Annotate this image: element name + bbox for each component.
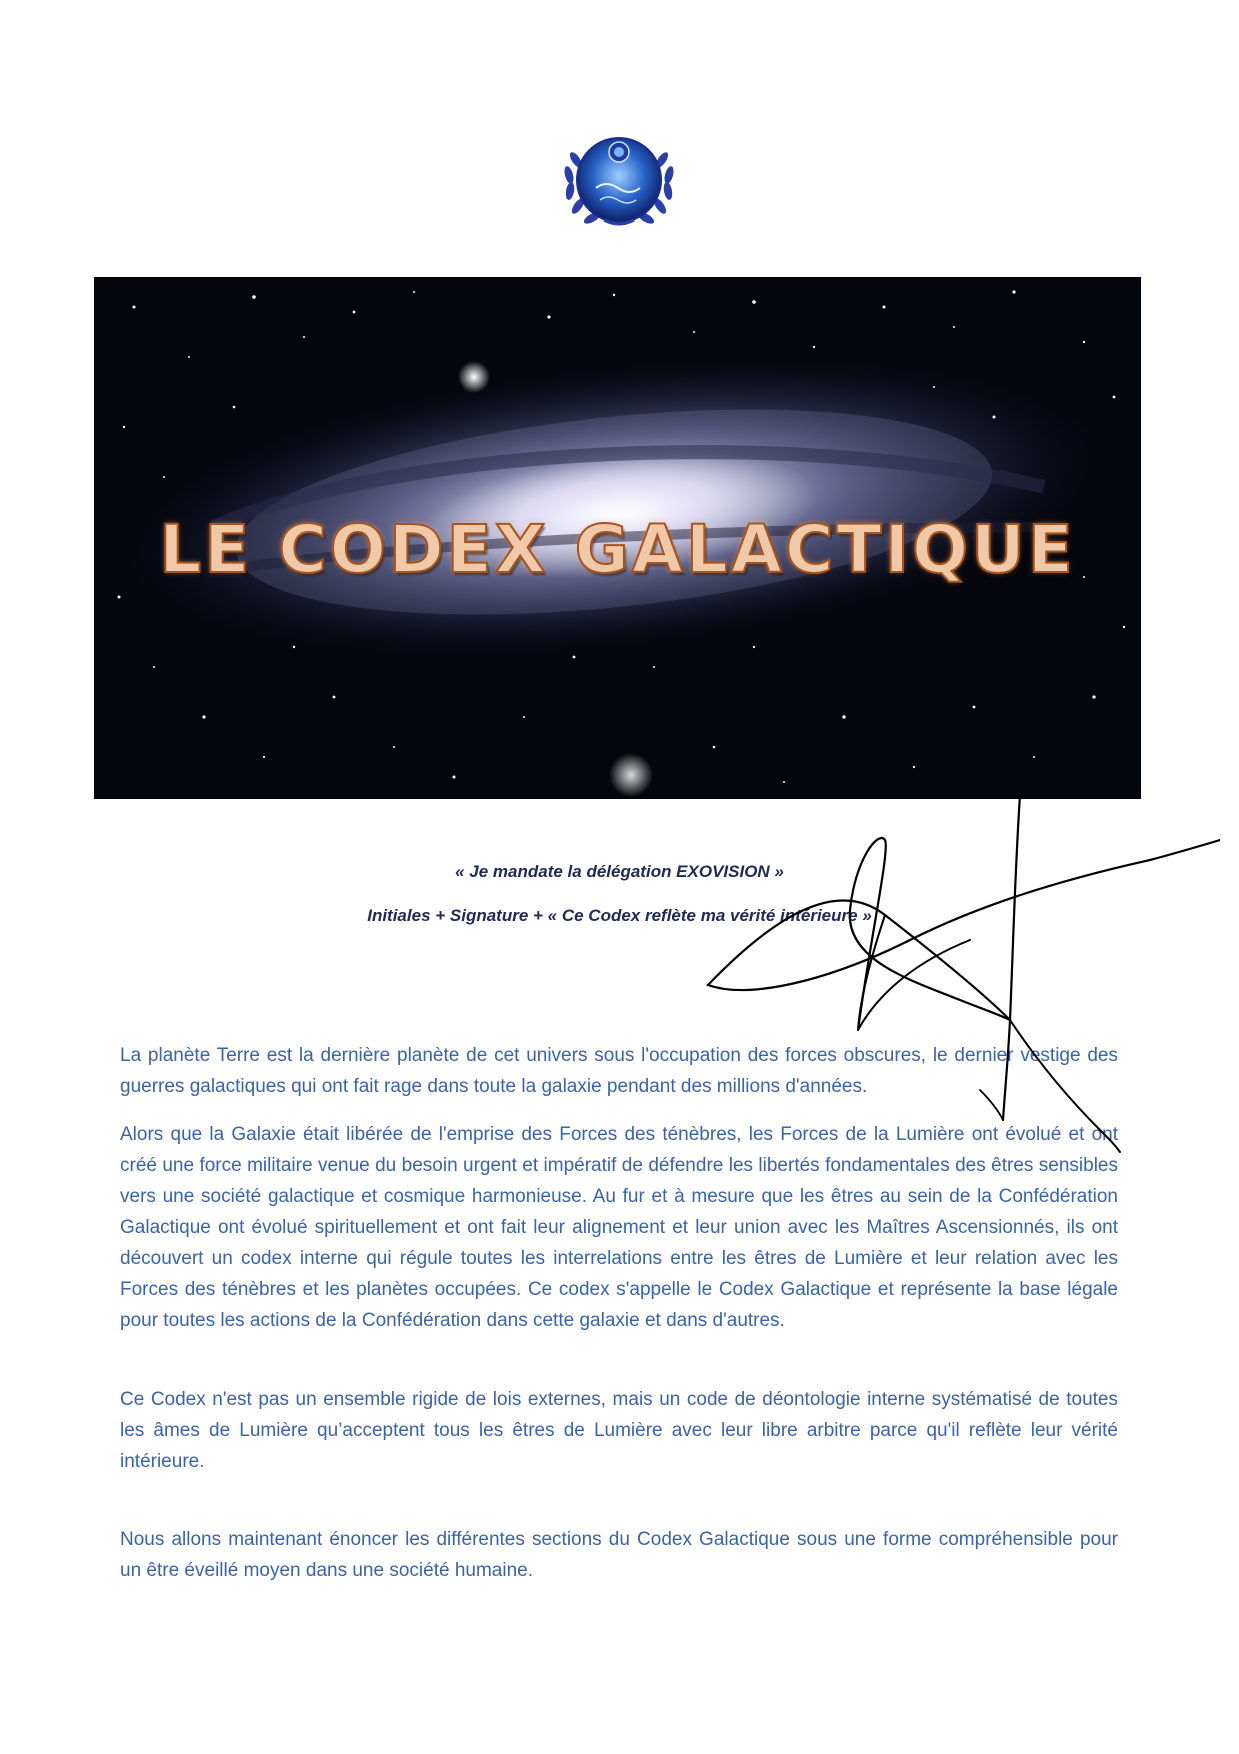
emblem-logo: [556, 130, 682, 232]
mandate-line: « Je mandate la délégation EXOVISION »: [455, 862, 784, 881]
galaxy-banner-image: [94, 277, 1141, 799]
paragraph-intro: La planète Terre est la dernière planète de cet univers sous l'occupation des forces obscures, le dernier vestige des guerres galactiques qui ont fait rage dans toute la galaxie pendant des millions d'années.: [120, 1045, 1118, 1097]
handwritten-signature: [680, 790, 1220, 1170]
paragraph-sections-intro: Nous allons maintenant énoncer les différentes sections du Codex Galactique sous une forme compréhensible pour un être éveillé moyen dans une société humaine.: [120, 1529, 1118, 1581]
banner-title: LE CODEX GALACTIQUE: [159, 511, 1076, 588]
signature-instruction-line: Initiales + Signature + « Ce Codex reflète ma vérité intérieure »: [367, 906, 872, 925]
paragraph-codex-definition: Ce Codex n'est pas un ensemble rigide de lois externes, mais un code de déontologie interne systématisé de toutes les âmes de Lumière qu’acceptent tous les êtres de Lumière avec leur libre arbitre parce qu'il reflète leur vérité intérieure.: [120, 1389, 1118, 1472]
paragraph-confederation: Alors que la Galaxie était libérée de l'emprise des Forces des ténèbres, les Forces de la Lumière ont évolué et ont créé une force militaire venue du besoin urgent et impératif de défendre les libertés fondamentales des êtres sensibles vers une société galactique et cosmique harmonieuse. Au fur et à mesure que les êtres au sein de la Confédération Galactique ont évolué spirituellement et ont fait leur alignement et leur union avec les Maîtres Ascensionnés, ils ont découvert un codex interne qui régule toutes les interrelations entre les êtres de Lumière et leur relation avec les Forces des ténèbres et les planètes occupées. Ce codex s'appelle le Codex Galactique et représente la base légale pour toutes les actions de la Confédération dans cette galaxie et dans d'autres.: [120, 1124, 1118, 1331]
